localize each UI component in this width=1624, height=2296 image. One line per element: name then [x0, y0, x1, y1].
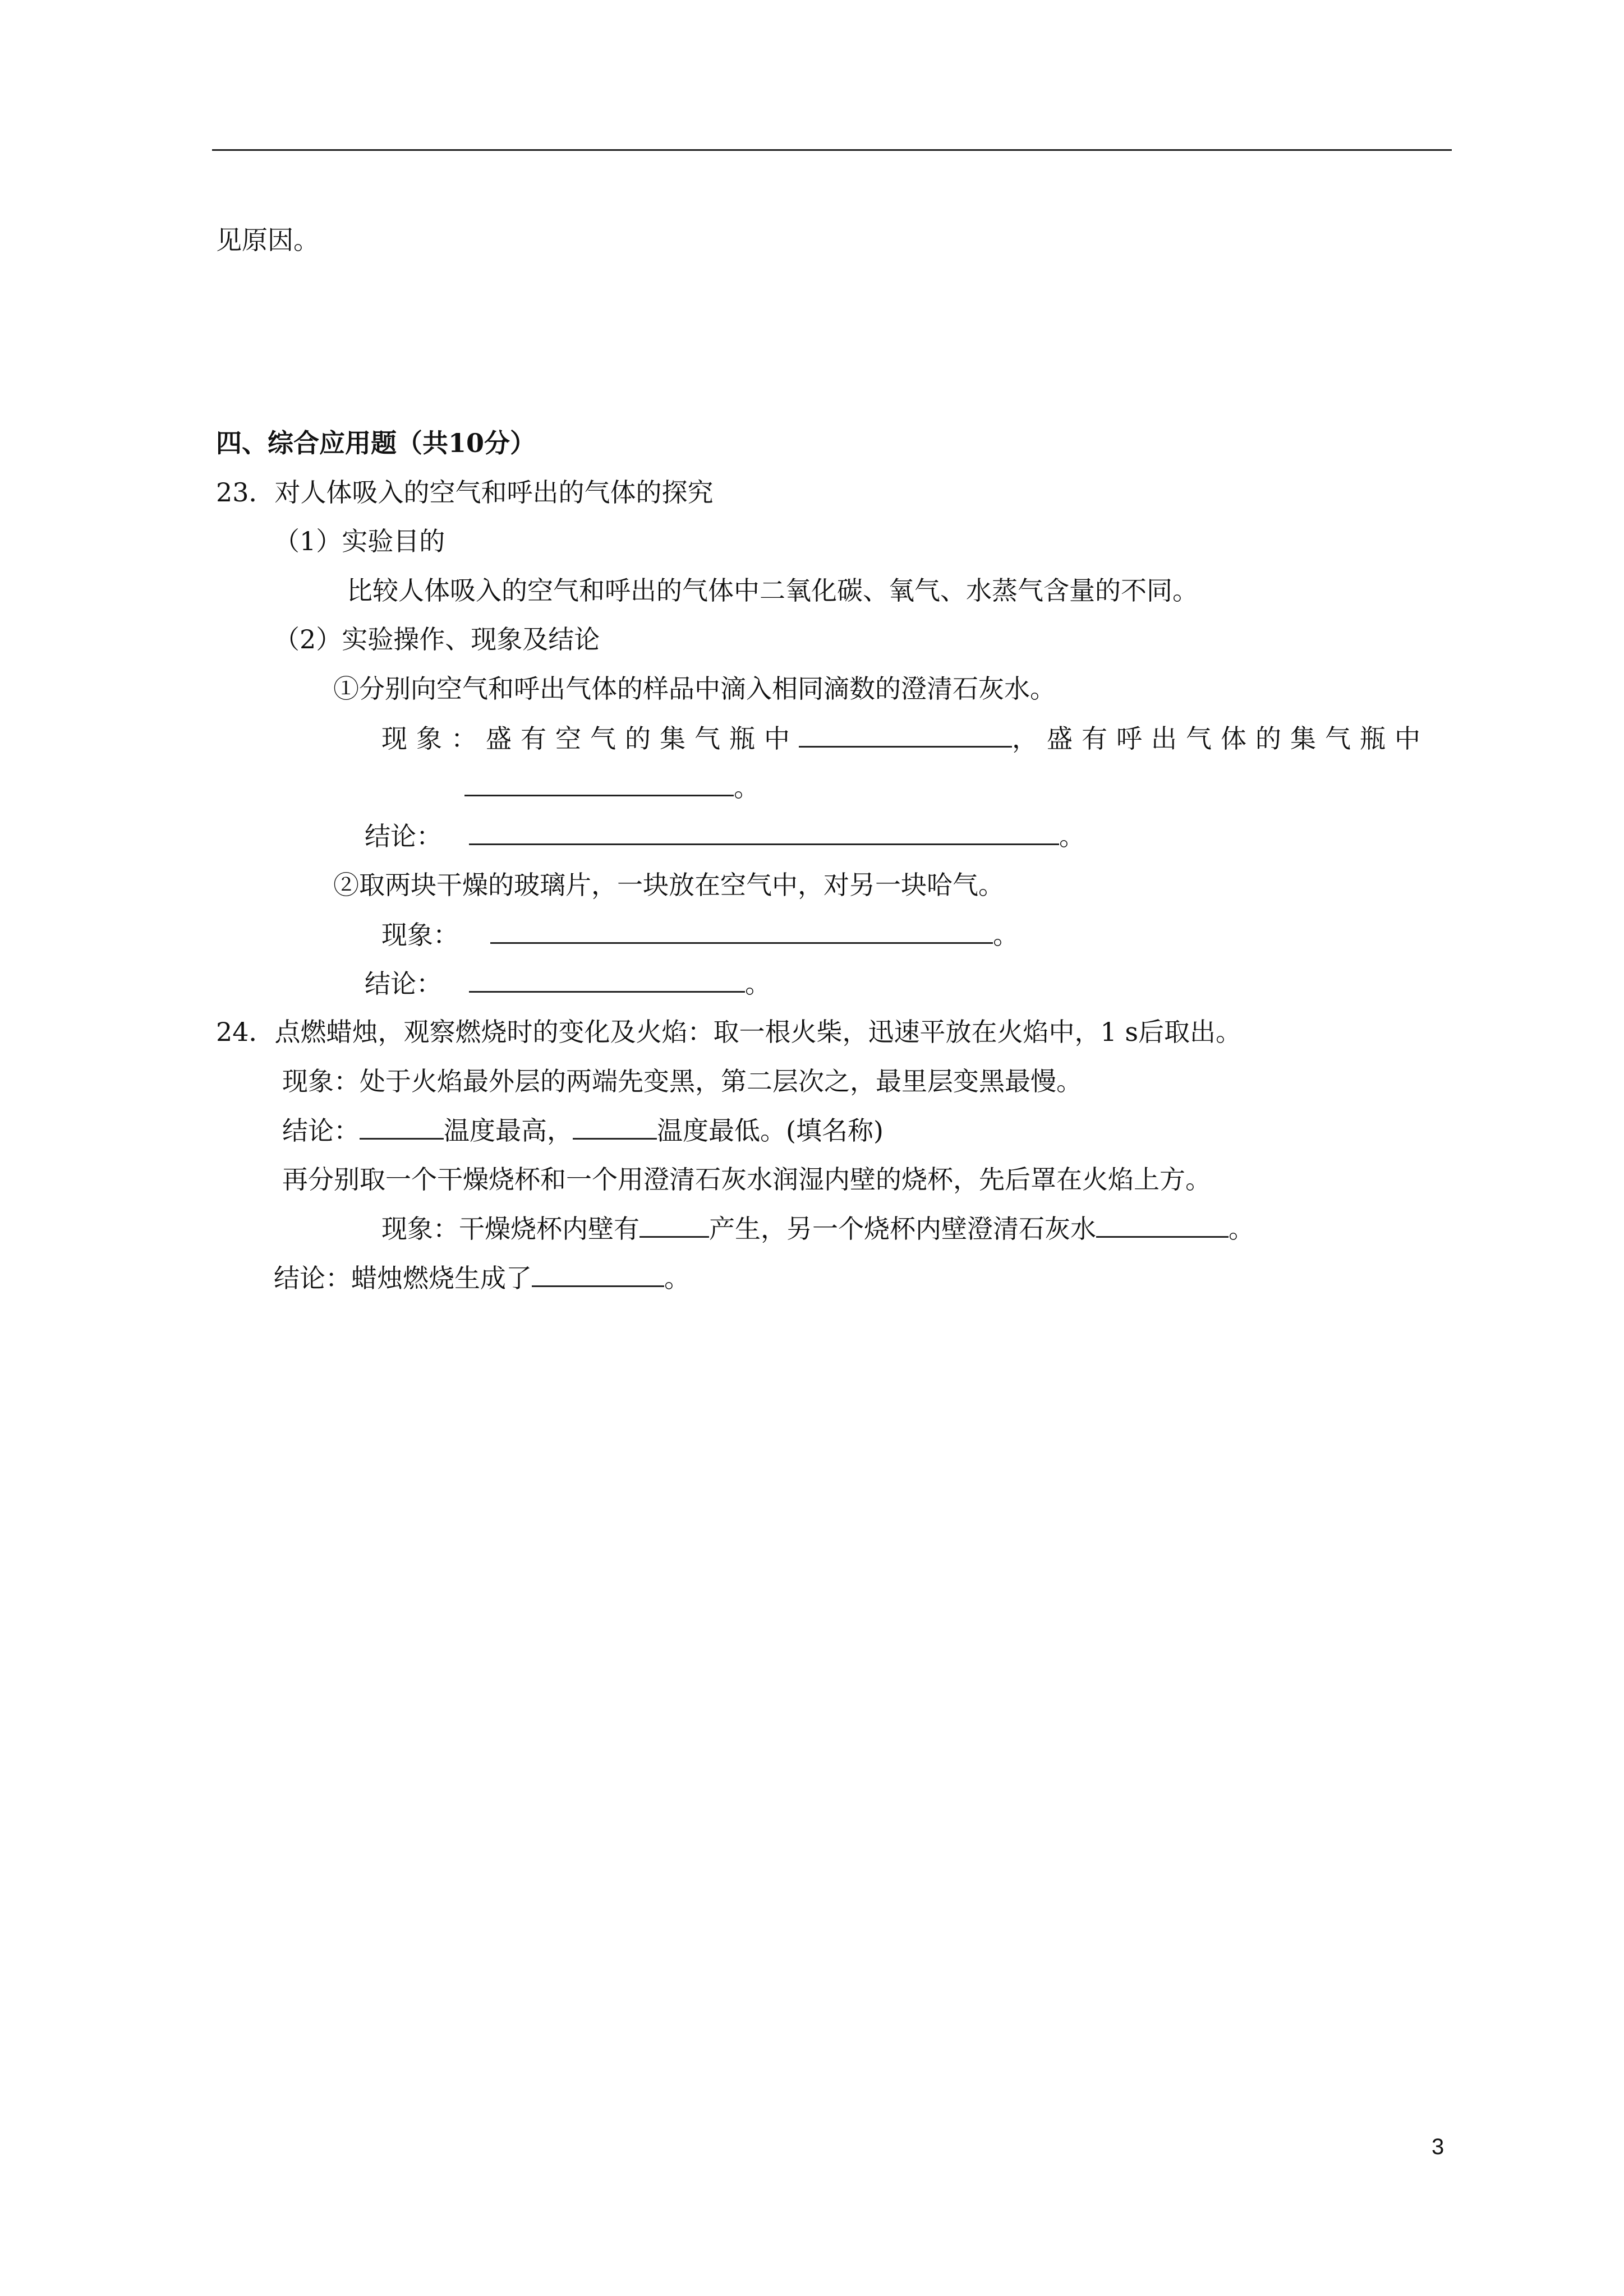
q24-conclusion2 [274, 1261, 690, 1295]
q24-title: 24．点燃蜡烛，观察燃烧时的变化及火焰：取一根火柴，迅速平放在火焰中，1 s后取出。 [216, 1017, 1242, 1047]
answer-blank[interactable] [799, 721, 1012, 748]
q23-concl1-label: 结论： [365, 821, 442, 851]
q24-conclusion [282, 1113, 884, 1147]
page-number: 3 [1432, 2134, 1444, 2159]
answer-blank[interactable] [1096, 1211, 1229, 1238]
period: 。 [993, 920, 1019, 950]
period: 。 [664, 1263, 690, 1293]
q23-title: 23．对人体吸入的空气和呼出的气体的探究 [216, 477, 714, 508]
q23-part1-text: 比较人体吸入的空气和呼出的气体中二氧化碳、氧气、水蒸气含量的不同。 [347, 575, 1198, 606]
q24-again: 再分别取一个干燥烧杯和一个用澄清石灰水润湿内壁的烧杯，先后罩在火焰上方。 [282, 1164, 1211, 1195]
period: 。 [745, 969, 771, 999]
answer-blank[interactable] [490, 918, 993, 944]
q23-phen1-text-a: 盛有空气的集气瓶中 [486, 723, 799, 754]
q23-concl2-label: 结论： [365, 969, 442, 999]
q24-concl-label: 结论： [282, 1115, 360, 1146]
q24-phenomenon: 现象：处于火焰最外层的两端先变黑，第二层次之，最里层变黑最慢。 [282, 1066, 1082, 1096]
q23-phen1-label: 现象： [381, 723, 486, 754]
period: 。 [734, 772, 760, 803]
continuation-text: 见原因。 [216, 225, 319, 255]
q23-part1-title: （1）实验目的 [274, 526, 445, 556]
answer-blank[interactable] [464, 770, 734, 796]
q24-concl-mid2: 温度最低。(填名称) [657, 1115, 884, 1146]
q24-phen2-a: 现象：干燥烧杯内壁有 [381, 1214, 640, 1244]
section-heading: 四、综合应用题（共10分） [216, 428, 536, 458]
q23-step1: ①分别向空气和呼出气体的样品中滴入相同滴数的澄清石灰水。 [333, 674, 1056, 704]
q24-concl2: 结论：蜡烛燃烧生成了 [274, 1263, 532, 1293]
period: 。 [1229, 1214, 1254, 1244]
answer-blank[interactable] [573, 1113, 657, 1140]
answer-blank[interactable] [360, 1113, 444, 1140]
q23-phenomenon1-cont [464, 770, 760, 804]
q24-phen2-b: 产生，另一个烧杯内壁澄清石灰水 [709, 1214, 1096, 1244]
answer-blank[interactable] [469, 819, 1059, 845]
q23-part2-title: （2）实验操作、现象及结论 [274, 624, 600, 654]
q23-phenomenon2 [381, 918, 1019, 952]
period: 。 [1059, 821, 1085, 851]
answer-blank[interactable] [640, 1211, 709, 1238]
q23-phenomenon1 [381, 721, 1429, 755]
q23-conclusion1 [365, 819, 1085, 853]
answer-blank[interactable] [469, 966, 745, 993]
q23-step2: ②取两块干燥的玻璃片，一块放在空气中，对另一块哈气。 [333, 870, 1004, 900]
q24-phenomenon2 [381, 1211, 1254, 1246]
q23-phen2-label: 现象： [381, 920, 459, 950]
q23-phen1-text-b: ，盛有呼出气体的集气瓶中 [1012, 723, 1429, 754]
q24-concl-mid1: 温度最高， [444, 1115, 573, 1146]
answer-blank[interactable] [532, 1261, 664, 1287]
q23-conclusion2 [365, 966, 771, 1001]
header-rule [212, 149, 1452, 151]
